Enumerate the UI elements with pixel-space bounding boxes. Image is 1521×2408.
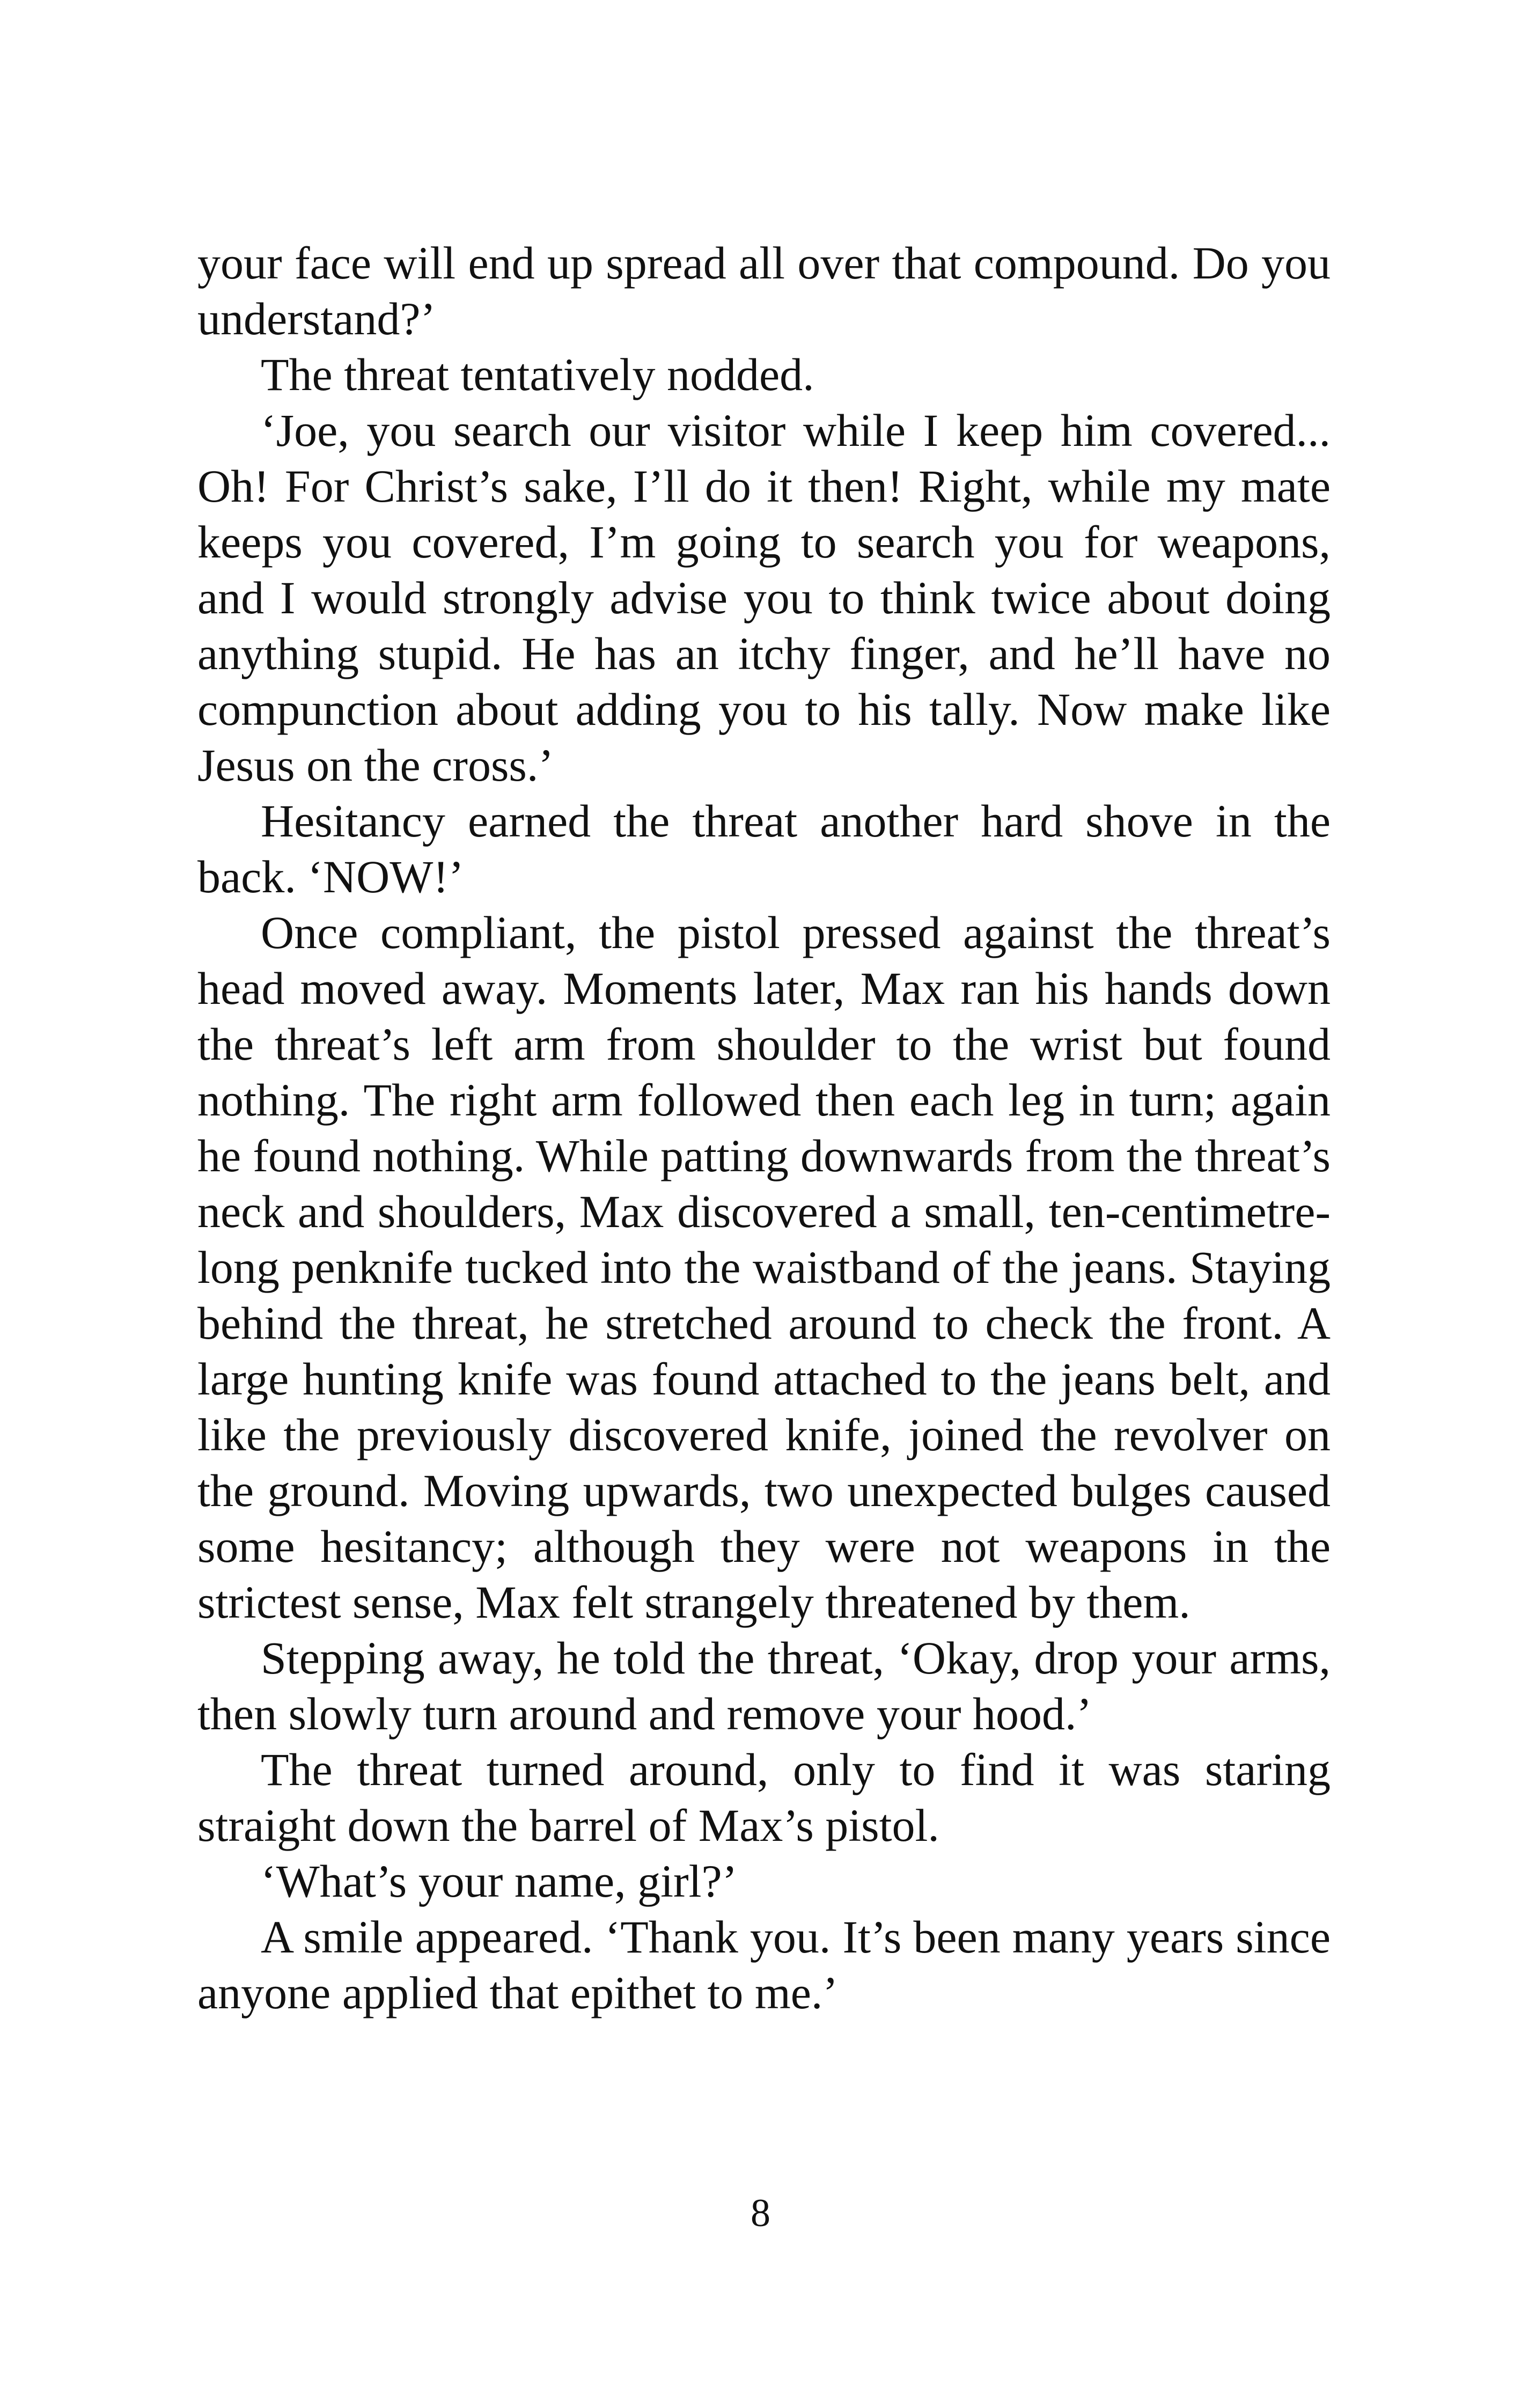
paragraph: The threat turned around, only to find it was staring straight down the barrel of Max’s pistol. (197, 1744, 1331, 1851)
paragraph: The threat tentatively nodded. (261, 349, 814, 400)
page-number: 8 (751, 2191, 770, 2235)
paragraph: Once compliant, the pistol pressed against the threat’s head moved away. Moments later, Max ran his hands down the threat’s left arm from shoulder to the wrist but found nothing. The right arm followed then each leg in turn; again he found nothing. While patting downwards from the threat’s neck and shoulders, Max discovered a small, ten-centimetre-long penknife tucked into the waistband of the jeans. Staying behind the threat, he stretched around to check the front. A large hunting knife was found attached to the jeans belt, and like the previously discovered knife, joined the revolver on the ground. Moving upwards, two unexpected bulges caused some hesitancy; although they were not weapons in the strictest sense, Max felt strangely threatened by them. (197, 907, 1331, 1628)
paragraph: Stepping away, he told the threat, ‘Okay, drop your arms, then slowly turn around and remove your hood.’ (197, 1632, 1331, 1739)
paragraph: ‘Joe, you search our visitor while I keep him covered... Oh! For Christ’s sake, I’ll do it then! Right, while my mate keeps you covered, I’m going to search you for weapons, and I would strongly advise you to think twice about doing anything stupid. He has an itchy finger, and he’ll have no compunction about adding you to his tally. Now make like Jesus on the cross.’ (197, 405, 1331, 791)
paragraph: ‘What’s your name, girl?’ (261, 1855, 738, 1907)
paragraph: your face will end up spread all over that compound. Do you understand?’ (197, 237, 1331, 344)
paragraph: Hesitancy earned the threat another hard shove in the back. ‘NOW!’ (197, 795, 1331, 902)
paragraph: A smile appeared. ‘Thank you. It’s been many years since anyone applied that epithet to me.’ (197, 1911, 1331, 2018)
body-text (197, 235, 1331, 2021)
